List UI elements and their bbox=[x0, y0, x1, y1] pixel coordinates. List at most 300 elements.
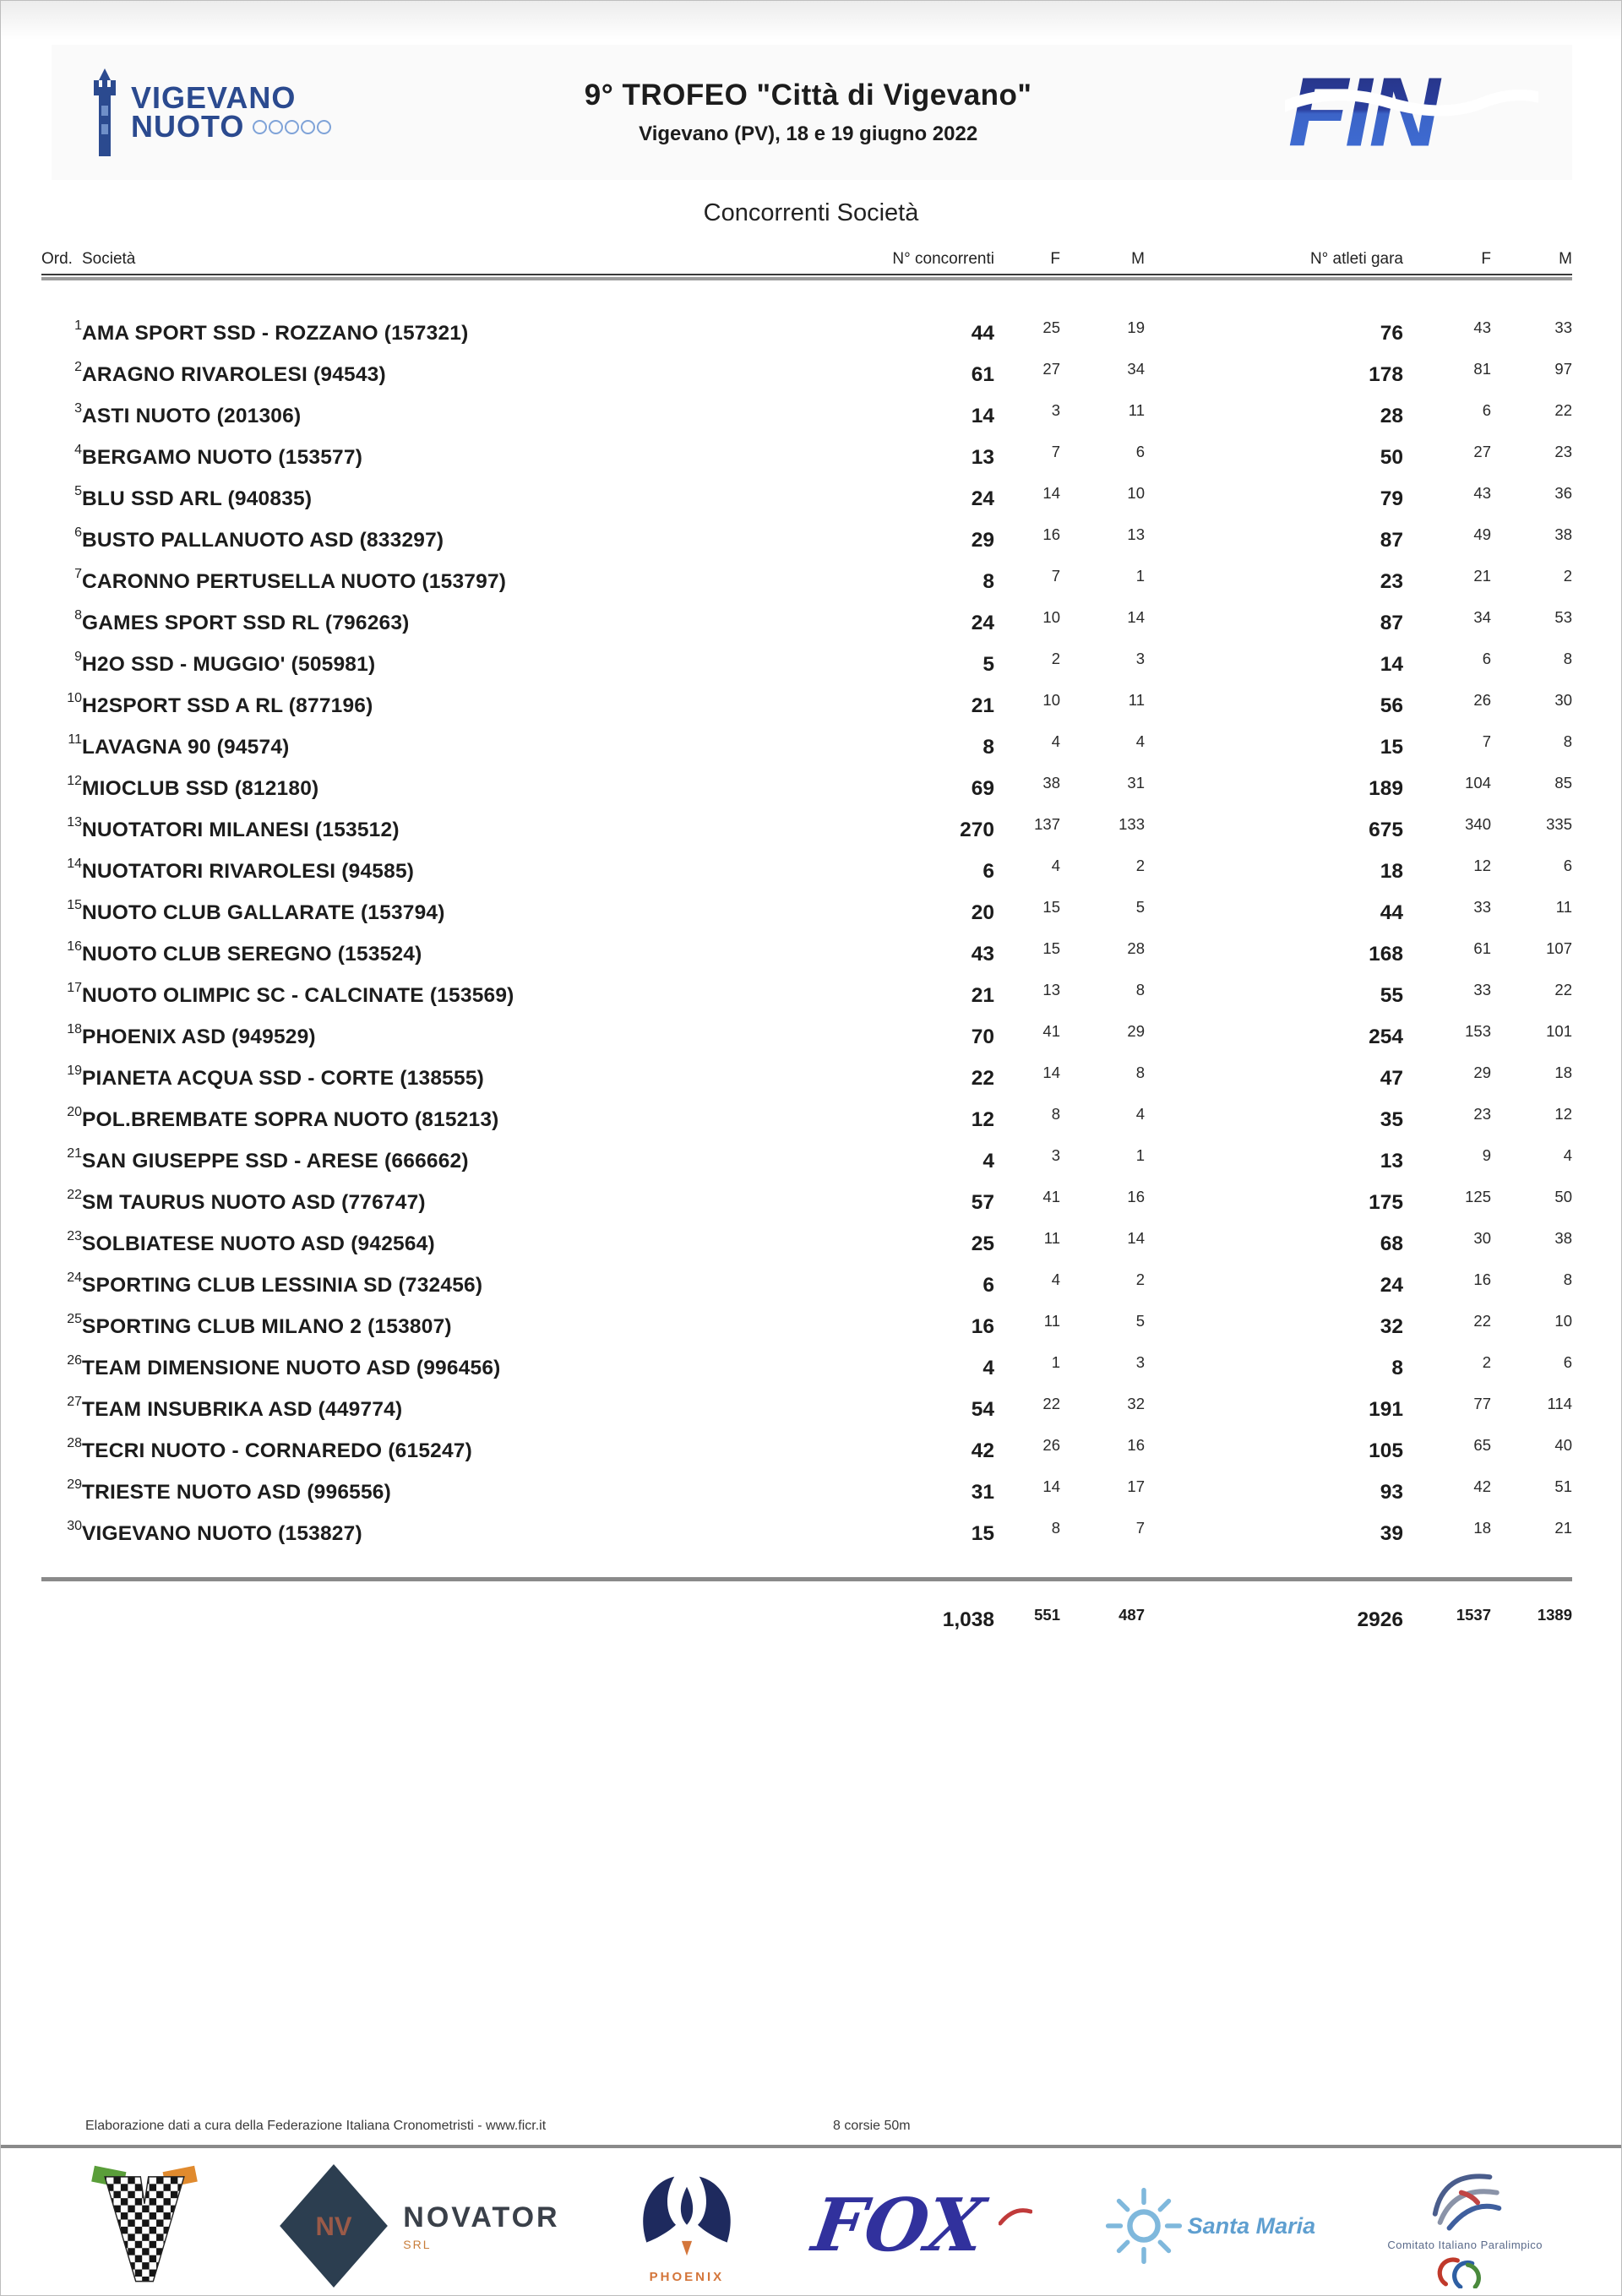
concorrenti-f-value: 41 bbox=[1042, 1187, 1060, 1205]
n-concorrenti-value: 61 bbox=[971, 362, 994, 386]
concorrenti-m-value: 11 bbox=[1128, 400, 1145, 419]
concorrenti-f-value: 4 bbox=[1051, 856, 1060, 874]
n-concorrenti-value: 21 bbox=[971, 983, 994, 1007]
club-name: BLU SSD ARL (940835) bbox=[82, 487, 313, 510]
concorrenti-f-value: 27 bbox=[1042, 359, 1060, 378]
table-row bbox=[41, 809, 1572, 851]
phoenix-logo bbox=[632, 2168, 742, 2284]
olympic-rings-icon bbox=[253, 120, 331, 134]
row-rank: 20 bbox=[67, 1104, 82, 1119]
footer-divider bbox=[1, 2145, 1622, 2148]
n-concorrenti-value: 24 bbox=[971, 611, 994, 634]
row-rank: 23 bbox=[67, 1228, 82, 1243]
n-concorrenti-value: 6 bbox=[982, 859, 994, 883]
n-atleti-gara-value: 13 bbox=[1380, 1149, 1403, 1172]
concorrenti-m-value: 4 bbox=[1135, 1104, 1145, 1123]
page-subtitle: Vigevano (PV), 18 e 19 giugno 2022 bbox=[639, 122, 978, 145]
row-rank: 12 bbox=[67, 773, 82, 788]
club-name: H2SPORT SSD A RL (877196) bbox=[82, 694, 373, 717]
atleti-m-value: 38 bbox=[1554, 525, 1572, 543]
club-name: TEAM INSUBRIKA ASD (449774) bbox=[82, 1397, 403, 1421]
table-row bbox=[41, 685, 1572, 726]
concorrenti-m-value: 16 bbox=[1127, 1187, 1145, 1205]
atleti-m-value: 11 bbox=[1555, 897, 1572, 916]
atleti-f-value: 81 bbox=[1473, 359, 1491, 378]
table-row bbox=[41, 1140, 1572, 1182]
table-row bbox=[41, 478, 1572, 520]
atleti-f-value: 125 bbox=[1465, 1187, 1491, 1205]
concorrenti-m-value: 19 bbox=[1127, 318, 1145, 336]
concorrenti-f-value: 15 bbox=[1042, 939, 1060, 957]
atleti-f-value: 30 bbox=[1473, 1228, 1491, 1247]
concorrenti-m-value: 2 bbox=[1135, 1270, 1145, 1288]
col-ord: Ord. bbox=[41, 250, 82, 275]
totals-rule bbox=[41, 1554, 1572, 1598]
table-row bbox=[41, 644, 1572, 685]
col-f2: F bbox=[1403, 250, 1491, 275]
row-rank: 2 bbox=[74, 359, 82, 374]
n-atleti-gara-value: 47 bbox=[1380, 1066, 1403, 1090]
concorrenti-m-value: 6 bbox=[1135, 442, 1145, 460]
n-concorrenti-value: 13 bbox=[971, 445, 994, 469]
row-rank: 18 bbox=[67, 1021, 82, 1036]
row-rank: 15 bbox=[67, 897, 82, 912]
n-concorrenti-value: 12 bbox=[971, 1107, 994, 1131]
concorrenti-m-value: 32 bbox=[1127, 1394, 1145, 1412]
n-atleti-gara-value: 56 bbox=[1380, 694, 1403, 717]
n-concorrenti-value: 69 bbox=[971, 776, 994, 800]
table-row bbox=[41, 1306, 1572, 1347]
atleti-f-value: 33 bbox=[1473, 897, 1491, 916]
concorrenti-f-value: 14 bbox=[1042, 1477, 1060, 1495]
n-atleti-gara-value: 105 bbox=[1369, 1439, 1403, 1462]
atleti-m-value: 8 bbox=[1563, 732, 1572, 750]
n-concorrenti-value: 4 bbox=[982, 1356, 994, 1379]
club-name: NUOTO CLUB GALLARATE (153794) bbox=[82, 900, 445, 924]
concorrenti-m-value: 5 bbox=[1135, 1311, 1145, 1330]
footer-pool-info: 8 corsie 50m bbox=[833, 2119, 911, 2133]
concorrenti-f-value: 4 bbox=[1051, 732, 1060, 750]
n-concorrenti-value: 22 bbox=[971, 1066, 994, 1090]
table-row bbox=[41, 851, 1572, 892]
concorrenti-f-value: 2 bbox=[1051, 649, 1060, 667]
atleti-m-value: 33 bbox=[1554, 318, 1572, 336]
table-row bbox=[41, 726, 1572, 768]
concorrenti-m-value: 5 bbox=[1135, 897, 1145, 916]
table-row bbox=[41, 768, 1572, 809]
atleti-m-value: 114 bbox=[1547, 1394, 1572, 1412]
n-concorrenti-value: 6 bbox=[982, 1273, 994, 1297]
row-rank: 4 bbox=[74, 442, 82, 457]
atleti-f-value: 6 bbox=[1482, 649, 1491, 667]
n-atleti-gara-value: 675 bbox=[1369, 818, 1403, 841]
table-row bbox=[41, 1016, 1572, 1058]
club-name: SM TAURUS NUOTO ASD (776747) bbox=[82, 1190, 426, 1214]
table-row bbox=[41, 1430, 1572, 1472]
atleti-m-value: 8 bbox=[1563, 649, 1572, 667]
atleti-m-value: 2 bbox=[1563, 566, 1572, 585]
n-concorrenti-value: 70 bbox=[971, 1025, 994, 1048]
n-concorrenti-value: 8 bbox=[982, 569, 994, 593]
atleti-m-value: 107 bbox=[1546, 939, 1572, 957]
novator-logo bbox=[280, 2164, 559, 2288]
atleti-f-value: 7 bbox=[1482, 732, 1491, 750]
atleti-m-value: 335 bbox=[1546, 814, 1572, 833]
table-row bbox=[41, 1182, 1572, 1223]
col-societa: Società bbox=[82, 250, 732, 275]
fox-logo bbox=[808, 2183, 1032, 2268]
col-n-concorrenti: N° concorrenti bbox=[732, 250, 994, 275]
total-concorrenti-f: 551 bbox=[1034, 1606, 1060, 1624]
row-rank: 30 bbox=[67, 1518, 82, 1533]
table-row bbox=[41, 892, 1572, 933]
col-m1: M bbox=[1060, 250, 1145, 275]
table-row bbox=[41, 1472, 1572, 1513]
concorrenti-f-value: 16 bbox=[1042, 525, 1060, 543]
table-row bbox=[41, 975, 1572, 1016]
club-name: TRIESTE NUOTO ASD (996556) bbox=[82, 1480, 391, 1504]
n-atleti-gara-value: 87 bbox=[1380, 528, 1403, 552]
n-atleti-gara-value: 14 bbox=[1380, 652, 1403, 676]
row-rank: 14 bbox=[67, 856, 82, 871]
concorrenti-m-value: 7 bbox=[1135, 1518, 1145, 1537]
novator-monogram: NV bbox=[315, 2211, 352, 2241]
concorrenti-f-value: 1 bbox=[1051, 1352, 1060, 1371]
concorrenti-f-value: 41 bbox=[1042, 1021, 1060, 1040]
row-rank: 27 bbox=[67, 1394, 82, 1409]
sponsor-strip bbox=[1, 2157, 1622, 2295]
paralimpico-sphere-icon bbox=[1421, 2164, 1509, 2235]
n-atleti-gara-value: 39 bbox=[1380, 1521, 1403, 1545]
atleti-m-value: 53 bbox=[1554, 607, 1572, 626]
club-name: BUSTO PALLANUOTO ASD (833297) bbox=[82, 528, 444, 552]
club-name: PIANETA ACQUA SSD - CORTE (138555) bbox=[82, 1066, 485, 1090]
section-title: Concorrenti Società bbox=[703, 199, 919, 226]
row-rank: 9 bbox=[74, 649, 82, 664]
concorrenti-m-value: 29 bbox=[1127, 1021, 1145, 1040]
tower-icon bbox=[85, 68, 124, 156]
club-name: TECRI NUOTO - CORNAREDO (615247) bbox=[82, 1439, 472, 1462]
atleti-f-value: 43 bbox=[1473, 483, 1491, 502]
concorrenti-f-value: 11 bbox=[1043, 1228, 1060, 1247]
total-atleti-f: 1537 bbox=[1456, 1606, 1491, 1624]
atleti-m-value: 51 bbox=[1554, 1477, 1572, 1495]
concorrenti-f-value: 4 bbox=[1051, 1270, 1060, 1288]
santa-maria-logo bbox=[1105, 2187, 1316, 2265]
concorrenti-f-value: 22 bbox=[1042, 1394, 1060, 1412]
societies-table bbox=[41, 250, 1572, 1642]
concorrenti-m-value: 11 bbox=[1128, 690, 1145, 709]
paralimpico-logo bbox=[1387, 2164, 1543, 2288]
atleti-m-value: 40 bbox=[1554, 1435, 1572, 1454]
n-concorrenti-value: 270 bbox=[960, 818, 994, 841]
atleti-m-value: 101 bbox=[1546, 1021, 1572, 1040]
n-concorrenti-value: 29 bbox=[971, 528, 994, 552]
atleti-m-value: 97 bbox=[1554, 359, 1572, 378]
col-f1: F bbox=[994, 250, 1060, 275]
n-atleti-gara-value: 189 bbox=[1369, 776, 1403, 800]
col-m2: M bbox=[1491, 250, 1572, 275]
club-name: SPORTING CLUB LESSINIA SD (732456) bbox=[82, 1273, 483, 1297]
concorrenti-f-value: 14 bbox=[1042, 483, 1060, 502]
n-concorrenti-value: 14 bbox=[971, 404, 994, 427]
atleti-f-value: 65 bbox=[1473, 1435, 1491, 1454]
title-block bbox=[331, 79, 1285, 146]
n-atleti-gara-value: 32 bbox=[1380, 1314, 1403, 1338]
col-n-atleti-gara: N° atleti gara bbox=[1145, 250, 1403, 275]
row-rank: 26 bbox=[67, 1352, 82, 1368]
n-atleti-gara-value: 191 bbox=[1369, 1397, 1403, 1421]
atleti-f-value: 61 bbox=[1473, 939, 1491, 957]
row-rank: 3 bbox=[74, 400, 82, 416]
row-rank: 13 bbox=[67, 814, 82, 830]
atleti-f-value: 22 bbox=[1473, 1311, 1491, 1330]
atleti-f-value: 21 bbox=[1473, 566, 1491, 585]
concorrenti-f-value: 26 bbox=[1042, 1435, 1060, 1454]
club-name: NUOTATORI RIVAROLESI (94585) bbox=[82, 859, 415, 883]
total-concorrenti: 1,038 bbox=[942, 1608, 994, 1631]
agitos-icon bbox=[1435, 2255, 1494, 2288]
n-concorrenti-value: 25 bbox=[971, 1232, 994, 1255]
concorrenti-f-value: 3 bbox=[1051, 1145, 1060, 1164]
row-rank: 28 bbox=[67, 1435, 82, 1450]
concorrenti-m-value: 10 bbox=[1127, 483, 1145, 502]
n-atleti-gara-value: 18 bbox=[1380, 859, 1403, 883]
concorrenti-m-value: 31 bbox=[1127, 773, 1145, 792]
n-atleti-gara-value: 175 bbox=[1369, 1190, 1403, 1214]
document-header bbox=[52, 45, 1572, 180]
table-row bbox=[41, 1058, 1572, 1099]
club-logo-line2: NUOTO bbox=[131, 112, 331, 141]
atleti-f-value: 340 bbox=[1465, 814, 1491, 833]
n-concorrenti-value: 24 bbox=[971, 487, 994, 510]
table-header-row bbox=[41, 250, 1572, 275]
n-concorrenti-value: 21 bbox=[971, 694, 994, 717]
concorrenti-m-value: 8 bbox=[1135, 980, 1145, 998]
table-row bbox=[41, 1347, 1572, 1389]
paralimpico-name: Comitato Italiano Paralimpico bbox=[1387, 2238, 1543, 2251]
atleti-f-value: 12 bbox=[1473, 856, 1491, 874]
concorrenti-f-value: 7 bbox=[1051, 566, 1060, 585]
n-concorrenti-value: 5 bbox=[982, 652, 994, 676]
n-atleti-gara-value: 44 bbox=[1380, 900, 1403, 924]
club-name: SAN GIUSEPPE SSD - ARESE (666662) bbox=[82, 1149, 469, 1172]
club-name: GAMES SPORT SSD RL (796263) bbox=[82, 611, 410, 634]
concorrenti-f-value: 8 bbox=[1051, 1518, 1060, 1537]
atleti-m-value: 21 bbox=[1554, 1518, 1572, 1537]
concorrenti-f-value: 13 bbox=[1042, 980, 1060, 998]
concorrenti-f-value: 3 bbox=[1051, 400, 1060, 419]
row-rank: 16 bbox=[67, 939, 82, 954]
atleti-f-value: 26 bbox=[1473, 690, 1491, 709]
n-concorrenti-value: 57 bbox=[971, 1190, 994, 1214]
atleti-m-value: 12 bbox=[1554, 1104, 1572, 1123]
row-rank: 7 bbox=[74, 566, 82, 581]
total-concorrenti-m: 487 bbox=[1119, 1606, 1145, 1624]
concorrenti-m-value: 2 bbox=[1135, 856, 1145, 874]
club-name: NUOTATORI MILANESI (153512) bbox=[82, 818, 400, 841]
club-name: SOLBIATESE NUOTO ASD (942564) bbox=[82, 1232, 435, 1255]
table-row bbox=[41, 395, 1572, 437]
club-name: PHOENIX ASD (949529) bbox=[82, 1025, 316, 1048]
concorrenti-f-value: 15 bbox=[1042, 897, 1060, 916]
row-rank: 24 bbox=[67, 1270, 82, 1285]
sun-icon bbox=[1105, 2187, 1183, 2265]
totals-row bbox=[41, 1598, 1572, 1642]
concorrenti-m-value: 133 bbox=[1119, 814, 1145, 833]
n-atleti-gara-value: 23 bbox=[1380, 569, 1403, 593]
n-atleti-gara-value: 79 bbox=[1380, 487, 1403, 510]
concorrenti-f-value: 14 bbox=[1042, 1063, 1060, 1081]
concorrenti-f-value: 11 bbox=[1043, 1311, 1060, 1330]
n-atleti-gara-value: 87 bbox=[1380, 611, 1403, 634]
n-atleti-gara-value: 254 bbox=[1369, 1025, 1403, 1048]
n-concorrenti-value: 15 bbox=[971, 1521, 994, 1545]
atleti-m-value: 22 bbox=[1554, 400, 1572, 419]
concorrenti-m-value: 1 bbox=[1135, 1145, 1145, 1164]
atleti-m-value: 6 bbox=[1563, 856, 1572, 874]
n-atleti-gara-value: 168 bbox=[1369, 942, 1403, 966]
atleti-f-value: 43 bbox=[1473, 318, 1491, 336]
table-row bbox=[41, 1099, 1572, 1140]
club-name: POL.BREMBATE SOPRA NUOTO (815213) bbox=[82, 1107, 499, 1131]
checkered-flag-logo bbox=[81, 2163, 208, 2289]
header-rule bbox=[41, 275, 1572, 280]
table-row bbox=[41, 520, 1572, 561]
club-logo-line1: VIGEVANO bbox=[131, 79, 297, 115]
atleti-f-value: 2 bbox=[1482, 1352, 1491, 1371]
table-row bbox=[41, 1389, 1572, 1430]
n-concorrenti-value: 20 bbox=[971, 900, 994, 924]
footer-credit: Elaborazione dati a cura della Federazione Italiana Cronometristi - www.ficr.it bbox=[85, 2119, 547, 2133]
club-name: SPORTING CLUB MILANO 2 (153807) bbox=[82, 1314, 452, 1338]
club-name: NUOTO OLIMPIC SC - CALCINATE (153569) bbox=[82, 983, 514, 1007]
atleti-f-value: 49 bbox=[1473, 525, 1491, 543]
row-rank: 21 bbox=[67, 1145, 82, 1161]
row-rank: 10 bbox=[67, 690, 82, 705]
atleti-f-value: 23 bbox=[1473, 1104, 1491, 1123]
row-rank: 22 bbox=[67, 1187, 82, 1202]
table-row bbox=[41, 313, 1572, 354]
row-rank: 25 bbox=[67, 1311, 82, 1326]
club-name: H2O SSD - MUGGIO' (505981) bbox=[82, 652, 376, 676]
row-rank: 8 bbox=[74, 607, 82, 623]
atleti-m-value: 22 bbox=[1554, 980, 1572, 998]
club-name: VIGEVANO NUOTO (153827) bbox=[82, 1521, 362, 1545]
concorrenti-m-value: 8 bbox=[1135, 1063, 1145, 1081]
novator-name: NOVATOR bbox=[403, 2201, 560, 2233]
concorrenti-m-value: 3 bbox=[1135, 649, 1145, 667]
atleti-m-value: 18 bbox=[1554, 1063, 1572, 1081]
atleti-f-value: 16 bbox=[1473, 1270, 1491, 1288]
concorrenti-f-value: 8 bbox=[1051, 1104, 1060, 1123]
atleti-f-value: 77 bbox=[1473, 1394, 1491, 1412]
atleti-m-value: 85 bbox=[1554, 773, 1572, 792]
n-concorrenti-value: 44 bbox=[971, 321, 994, 345]
atleti-f-value: 34 bbox=[1473, 607, 1491, 626]
atleti-m-value: 38 bbox=[1554, 1228, 1572, 1247]
n-atleti-gara-value: 8 bbox=[1391, 1356, 1403, 1379]
atleti-f-value: 153 bbox=[1465, 1021, 1491, 1040]
concorrenti-m-value: 34 bbox=[1127, 359, 1145, 378]
row-rank: 5 bbox=[74, 483, 82, 498]
club-name: ASTI NUOTO (201306) bbox=[82, 404, 302, 427]
row-rank: 29 bbox=[67, 1477, 82, 1492]
vigevano-nuoto-logo bbox=[52, 68, 331, 156]
page-title: 9° TROFEO "Città di Vigevano" bbox=[584, 79, 1032, 112]
atleti-f-value: 27 bbox=[1473, 442, 1491, 460]
n-atleti-gara-value: 178 bbox=[1369, 362, 1403, 386]
table-row bbox=[41, 354, 1572, 395]
row-rank: 6 bbox=[74, 525, 82, 540]
svg-text:FIN: FIN bbox=[1287, 59, 1437, 161]
n-atleti-gara-value: 24 bbox=[1380, 1273, 1403, 1297]
table-row bbox=[41, 1265, 1572, 1306]
row-rank: 19 bbox=[67, 1063, 82, 1078]
concorrenti-m-value: 16 bbox=[1127, 1435, 1145, 1454]
concorrenti-m-value: 3 bbox=[1135, 1352, 1145, 1371]
club-name: MIOCLUB SSD (812180) bbox=[82, 776, 319, 800]
atleti-f-value: 104 bbox=[1465, 773, 1491, 792]
atleti-m-value: 50 bbox=[1554, 1187, 1572, 1205]
n-atleti-gara-value: 15 bbox=[1380, 735, 1403, 759]
row-rank: 17 bbox=[67, 980, 82, 995]
atleti-m-value: 23 bbox=[1554, 442, 1572, 460]
santa-maria-name: Santa Maria bbox=[1187, 2212, 1316, 2239]
novator-sub: SRL bbox=[403, 2237, 432, 2251]
total-atleti: 2926 bbox=[1357, 1608, 1403, 1631]
concorrenti-f-value: 7 bbox=[1051, 442, 1060, 460]
concorrenti-f-value: 137 bbox=[1034, 814, 1060, 833]
n-concorrenti-value: 54 bbox=[971, 1397, 994, 1421]
n-concorrenti-value: 16 bbox=[971, 1314, 994, 1338]
club-name: TEAM DIMENSIONE NUOTO ASD (996456) bbox=[82, 1356, 501, 1379]
n-atleti-gara-value: 28 bbox=[1380, 404, 1403, 427]
concorrenti-f-value: 25 bbox=[1042, 318, 1060, 336]
fin-logo bbox=[1285, 60, 1572, 166]
club-logo-words bbox=[131, 79, 331, 144]
phoenix-name: PHOENIX bbox=[649, 2269, 725, 2284]
table-row bbox=[41, 561, 1572, 602]
n-concorrenti-value: 31 bbox=[971, 1480, 994, 1504]
atleti-f-value: 29 bbox=[1473, 1063, 1491, 1081]
atleti-m-value: 4 bbox=[1563, 1145, 1572, 1164]
n-atleti-gara-value: 76 bbox=[1380, 321, 1403, 345]
row-rank: 11 bbox=[68, 732, 82, 747]
atleti-m-value: 6 bbox=[1563, 1352, 1572, 1371]
n-atleti-gara-value: 35 bbox=[1380, 1107, 1403, 1131]
atleti-m-value: 36 bbox=[1554, 483, 1572, 502]
concorrenti-m-value: 28 bbox=[1127, 939, 1145, 957]
concorrenti-m-value: 14 bbox=[1127, 607, 1145, 626]
row-rank: 1 bbox=[74, 318, 82, 333]
total-atleti-m: 1389 bbox=[1537, 1606, 1572, 1624]
atleti-m-value: 10 bbox=[1554, 1311, 1572, 1330]
n-atleti-gara-value: 55 bbox=[1380, 983, 1403, 1007]
club-name: ARAGNO RIVAROLESI (94543) bbox=[82, 362, 386, 386]
table-row bbox=[41, 437, 1572, 478]
club-name: AMA SPORT SSD - ROZZANO (157321) bbox=[82, 321, 469, 345]
fox-swoosh-icon bbox=[999, 2205, 1032, 2230]
n-concorrenti-value: 8 bbox=[982, 735, 994, 759]
concorrenti-f-value: 10 bbox=[1042, 690, 1060, 709]
atleti-f-value: 6 bbox=[1482, 400, 1491, 419]
concorrenti-m-value: 13 bbox=[1127, 525, 1145, 543]
concorrenti-m-value: 4 bbox=[1135, 732, 1145, 750]
fox-name: FOX bbox=[808, 2183, 990, 2268]
concorrenti-f-value: 38 bbox=[1042, 773, 1060, 792]
concorrenti-m-value: 17 bbox=[1127, 1477, 1145, 1495]
